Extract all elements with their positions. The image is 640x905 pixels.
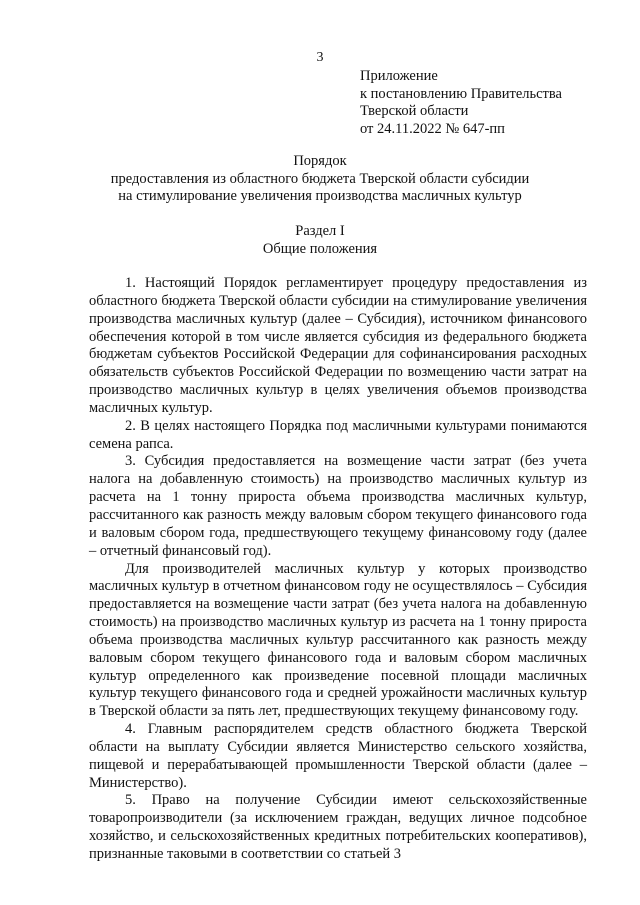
document-title (0, 153, 640, 206)
paragraph: 3. Субсидия предоставляется на возмещение части затрат (без учета налога на добавленную стоимость) на производство масличных культур из расчета на 1 тонну прироста объема производства масличных культур, рассчитанного как разность между валовым сбором текущего финансового года и валовым сбором года, предшествующего текущему финансовому году (далее – отчетный финансовый год). (89, 453, 587, 559)
appendix-line: от 24.11.2022 № 647-пп (360, 120, 505, 137)
section-number: Раздел I (295, 223, 345, 239)
appendix-line: к постановлению Правительства (360, 85, 562, 102)
appendix-header (360, 68, 562, 138)
paragraph: 1. Настоящий Порядок регламентирует процедуру предоставления из областного бюджета Тверской области субсидии на стимулирование увеличения производства масличных культур (далее – Субсидия), источником финансового обеспечения которой в том числе является субсидия из федерального бюджета бюджетам субъектов Российской Федерации для софинансирования расходных обязательств субъектов Российской Федерации по возмещению части затрат на производство масличных культур в целях увеличения объемов производства масличных культур. (89, 275, 587, 416)
paragraph: 5. Право на получение Субсидии имеют сельскохозяйственные товаропроизводители (за исключением граждан, ведущих личное подсобное хозяйство, и сельскохозяйственных кредитных потребительских кооперативов), признанные таковыми в соответствии со статьей 3 (89, 792, 587, 862)
appendix-line: Тверской области (360, 103, 469, 119)
title-line: на стимулирование увеличения производства масличных культур (118, 188, 522, 204)
appendix-line: Приложение (360, 68, 438, 84)
title-line: предоставления из областного бюджета Тверской области субсидии (110, 170, 530, 187)
title-line: Порядок (293, 153, 347, 169)
paragraph: Для производителей масличных культур у которых производство масличных культур в отчетном финансовом году не осуществлялось – Субсидия предоставляется на возмещение части затрат (без учета налога на добавленную стоимость) на производство масличных культур из расчета на 1 тонну прироста объема производства масличных культур рассчитанного как разность между валовым сбором текущего финансового года и валовым сбором масличных культур определенного как произведение посевной площади масличных культур текущего финансового года и средней урожайности масличных культур в Тверской области за пять лет, предшествующих текущему финансовому году. (89, 560, 587, 720)
document-body (89, 275, 587, 864)
section-heading (0, 222, 640, 258)
paragraph: 4. Главным распорядителем средств областного бюджета Тверской области на выплату Субсидии является Министерство сельского хозяйства, пищевой и перерабатывающей промышленности Тверской области (далее – Министерство). (89, 721, 587, 791)
paragraph: 2. В целях настоящего Порядка под масличными культурами понимаются семена рапса. (89, 417, 587, 452)
section-name: Общие положения (262, 241, 378, 257)
page-number: 3 (316, 50, 324, 65)
